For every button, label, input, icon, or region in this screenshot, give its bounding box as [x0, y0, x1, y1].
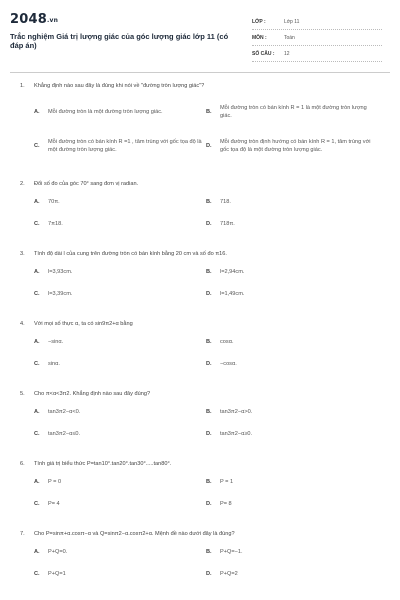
meta-label: MÔN :	[252, 34, 267, 41]
option-letter: C.	[34, 291, 40, 297]
option-text: P+Q=1	[48, 571, 66, 577]
option-letter: A.	[34, 479, 40, 485]
option-c[interactable]	[34, 570, 206, 592]
option-text: P= 4	[48, 501, 60, 507]
option-letter: D.	[206, 143, 212, 149]
question-6	[0, 456, 400, 526]
question-text: Tính giá trị biểu thức P=tan10°.tan20°.tan30°.....tan80°.	[34, 461, 172, 467]
option-text: P+Q=0.	[48, 549, 68, 555]
option-letter: A.	[34, 339, 40, 345]
option-letter: D.	[206, 501, 212, 507]
question-text: Đổi số đo của góc 70° sang đơn vị radian.	[34, 181, 139, 187]
option-letter: C.	[34, 501, 40, 507]
option-b[interactable]	[206, 408, 378, 430]
meta-row-class	[252, 14, 382, 30]
meta-value: 12	[284, 50, 290, 57]
option-text: tan3π2−α>0.	[220, 409, 253, 415]
worksheet-meta	[252, 14, 382, 62]
option-letter: B.	[206, 479, 212, 485]
option-d[interactable]	[206, 430, 378, 452]
question-text: Với mọi số thực α, ta có sin9π2+α bằng	[34, 321, 133, 327]
option-text: Mỗi đường tròn định hướng có bán kính R = 1, tâm trùng với gốc tọa độ là một đường tròn lượng giác.	[220, 139, 371, 153]
meta-value: Lớp 11	[284, 18, 300, 25]
question-3	[0, 246, 400, 316]
option-text: P+Q=2	[220, 571, 238, 577]
question-number: 6.	[20, 461, 25, 467]
meta-row-question-count	[252, 46, 382, 62]
option-b[interactable]	[206, 338, 378, 360]
option-letter: A.	[34, 549, 40, 555]
option-c[interactable]	[34, 128, 206, 164]
option-text: −cosα.	[220, 361, 237, 367]
option-text: 718π.	[220, 221, 235, 227]
option-a[interactable]	[34, 338, 206, 360]
option-b[interactable]	[206, 268, 378, 290]
option-a[interactable]	[34, 548, 206, 570]
option-text: l=3,93cm.	[48, 269, 73, 275]
question-list	[0, 78, 400, 592]
header-divider	[10, 72, 390, 73]
meta-label: LỚP :	[252, 18, 266, 25]
question-text: Tính độ dài l của cung trên đường tròn có bán kính bằng 20 cm và số đo π16.	[34, 251, 227, 257]
question-5	[0, 386, 400, 456]
option-letter: C.	[34, 361, 40, 367]
option-c[interactable]	[34, 290, 206, 312]
option-c[interactable]	[34, 500, 206, 522]
option-letter: D.	[206, 221, 212, 227]
option-a[interactable]	[34, 198, 206, 220]
option-a[interactable]	[34, 96, 206, 128]
option-text: tan3π2−α≥0.	[220, 431, 253, 437]
worksheet-header	[0, 0, 400, 64]
option-a[interactable]	[34, 268, 206, 290]
question-text: Khẳng định nào sau đây là đúng khi nói về "đường tròn lượng giác"?	[34, 83, 205, 89]
option-letter: A.	[34, 269, 40, 275]
option-text: sinα.	[48, 361, 60, 367]
option-c[interactable]	[34, 360, 206, 382]
option-d[interactable]	[206, 220, 378, 242]
option-letter: B.	[206, 409, 212, 415]
option-text: Mỗi đường tròn có bán kính R =1 , tâm trùng với gốc tọa độ là một đường tròn lượng giác.	[48, 139, 202, 153]
meta-row-subject	[252, 30, 382, 46]
option-letter: C.	[34, 143, 40, 149]
option-letter: C.	[34, 221, 40, 227]
option-text: l=3,39cm.	[48, 291, 73, 297]
option-letter: A.	[34, 109, 40, 115]
logo-text: 2048	[10, 12, 47, 27]
option-text: Mỗi đường tròn có bán kính R = 1 là một đường tròn lượng giác.	[220, 105, 367, 119]
question-4	[0, 316, 400, 386]
question-number: 3.	[20, 251, 25, 257]
option-letter: C.	[34, 571, 40, 577]
option-b[interactable]	[206, 198, 378, 220]
option-text: −sinα.	[48, 339, 64, 345]
option-text: Mỗi đường tròn là một đường tròn lượng giác.	[48, 109, 163, 115]
worksheet-title: Trắc nghiệm Giá trị lượng giác của góc lượng giác lớp 11 (có đáp án)	[10, 32, 229, 50]
option-text: tan3π2−α<0.	[48, 409, 81, 415]
option-letter: B.	[206, 199, 212, 205]
meta-value: Toán	[284, 34, 295, 41]
question-number: 5.	[20, 391, 25, 397]
option-letter: D.	[206, 361, 212, 367]
option-text: P = 0	[48, 479, 62, 485]
option-c[interactable]	[34, 220, 206, 242]
option-c[interactable]	[34, 430, 206, 452]
option-text: cosα.	[220, 339, 234, 345]
question-2	[0, 176, 400, 246]
option-text: P+Q=−1.	[220, 549, 243, 555]
option-d[interactable]	[206, 360, 378, 382]
option-text: P= 8	[220, 501, 232, 507]
question-7	[0, 526, 400, 592]
option-letter: B.	[206, 269, 212, 275]
question-number: 7.	[20, 531, 25, 537]
option-letter: D.	[206, 431, 212, 437]
option-d[interactable]	[206, 128, 378, 164]
question-text: Cho P=sinπ+α.cosπ−α và Q=sinπ2−α.cosπ2+α. Mệnh đề nào dưới đây là đúng?	[34, 531, 235, 537]
option-d[interactable]	[206, 570, 378, 592]
question-1	[0, 78, 400, 176]
logo-suffix: .vn	[46, 17, 59, 24]
site-logo[interactable]	[10, 12, 58, 27]
question-number: 1.	[20, 83, 25, 89]
option-text: 718.	[220, 199, 231, 205]
option-d[interactable]	[206, 290, 378, 312]
option-letter: C.	[34, 431, 40, 437]
option-letter: A.	[34, 199, 40, 205]
question-number: 4.	[20, 321, 25, 327]
option-letter: B.	[206, 549, 212, 555]
option-text: P = 1	[220, 479, 234, 485]
option-b[interactable]	[206, 96, 378, 128]
option-d[interactable]	[206, 500, 378, 522]
option-a[interactable]	[34, 408, 206, 430]
question-number: 2.	[20, 181, 25, 187]
option-text: 70π.	[48, 199, 60, 205]
question-text: Cho π<α<3π2. Khẳng định nào sau đây đúng?	[34, 391, 151, 397]
option-b[interactable]	[206, 478, 378, 500]
meta-label: SỐ CÂU :	[252, 50, 275, 57]
option-letter: B.	[206, 109, 212, 115]
option-letter: D.	[206, 571, 212, 577]
option-text: 7π18.	[48, 221, 63, 227]
option-text: l=2,94cm.	[220, 269, 245, 275]
option-letter: B.	[206, 339, 212, 345]
option-a[interactable]	[34, 478, 206, 500]
option-b[interactable]	[206, 548, 378, 570]
option-letter: D.	[206, 291, 212, 297]
option-text: tan3π2−α≤0.	[48, 431, 81, 437]
option-letter: A.	[34, 409, 40, 415]
option-text: l=1,49cm.	[220, 291, 245, 297]
